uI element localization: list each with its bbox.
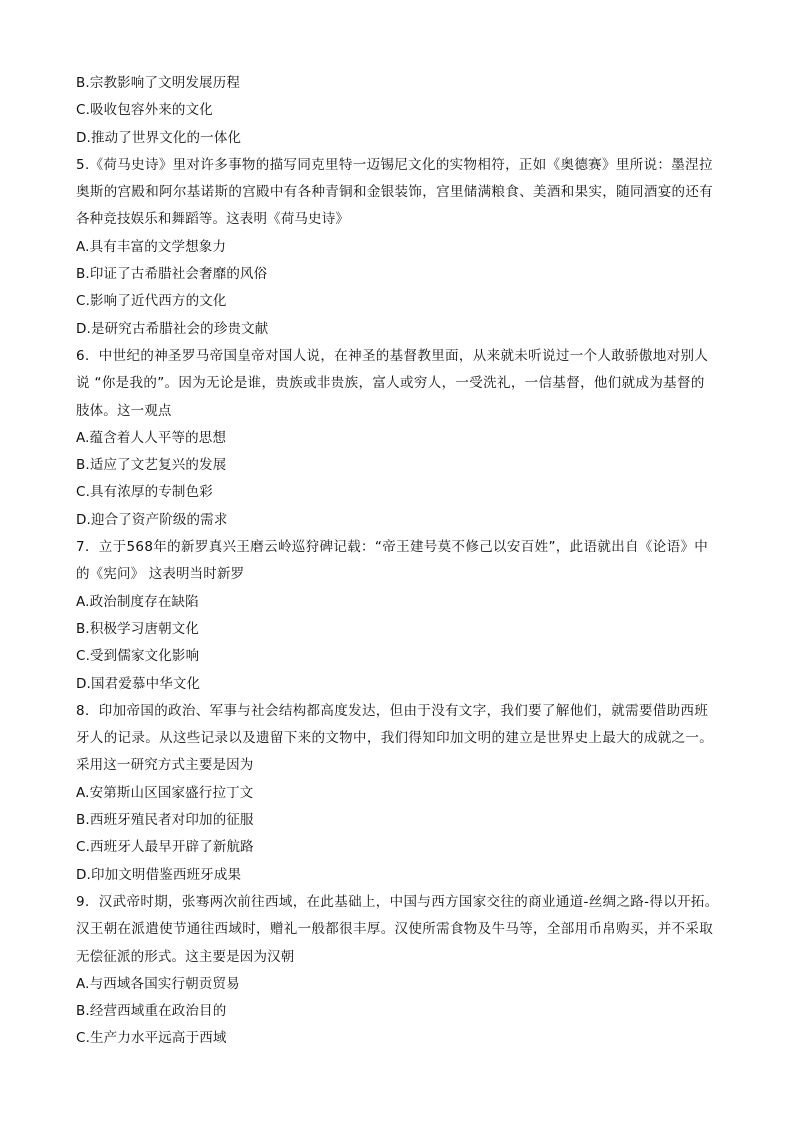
- q8-option-d: D.印加文明借鉴西班牙成果: [76, 866, 242, 883]
- exam-page: [76, 70, 726, 1053]
- q5-option-c: C.影响了近代西方的文化: [76, 293, 227, 310]
- q8-stem-line-1: 8．印加帝国的政治、军事与社会结构都高度发达，但由于没有文字，我们要了解他们，就需要借助西班: [76, 702, 709, 719]
- q9-stem-line-3: 无偿征派的形式。这主要是因为汉朝: [76, 948, 295, 965]
- q6-option-d: D.迎合了资产阶级的需求: [76, 511, 228, 528]
- q9-option-b: B.经营西域重在政治目的: [76, 1003, 227, 1020]
- q5-option-a: A.具有丰富的文学想象力: [76, 238, 227, 255]
- q4-option-b: B.宗教影响了文明发展历程: [76, 75, 241, 91]
- q7-option-c: C.受到儒家文化影响: [76, 648, 200, 665]
- q7-option-b: B.积极学习唐朝文化: [76, 620, 200, 637]
- q7-stem-line-1: 7．立于568年的新罗真兴王磨云岭巡狩碑记载：“帝王建号莫不修己以安百姓”，此语就出自《论语》中: [76, 539, 709, 556]
- q5-stem-line-1: 5.《荷马史诗》里对许多事物的描写同克里特一迈锡尼文化的实物相符，正如《奥德赛》里所说：墨涅拉: [76, 156, 713, 173]
- q6-option-b: B.适应了文艺复兴的发展: [76, 457, 227, 474]
- q4-option-d: D.推动了世界文化的一体化: [76, 129, 242, 146]
- q5-option-b: B.印证了古希腊社会奢靡的风俗: [76, 266, 268, 283]
- q9-option-a: A.与西域各国实行朝贡贸易: [76, 975, 240, 992]
- q6-stem-line-3: 肢体。这一观点: [76, 402, 172, 419]
- q6-stem-line-1: 6．中世纪的神圣罗马帝国皇帝对国人说，在神圣的基督教里面，从来就未听说过一个人敢骄傲地对别人: [76, 347, 709, 364]
- q8-stem-line-3: 采用这一研究方式主要是因为: [76, 757, 254, 774]
- q8-stem-line-2: 牙人的记录。从这些记录以及遗留下来的文物中，我们得知印加文明的建立是世界史上最大的成就之一。: [76, 730, 714, 747]
- q4-option-c: C.吸收包容外来的文化: [76, 102, 213, 119]
- q5-option-d: D.是研究古希腊社会的珍贵文献: [76, 320, 269, 337]
- q9-stem-line-2: 汉王朝在派遣使节通往西域时，赠礼一般都很丰厚。汉使所需食物及牛马等，全部用币帛购买，并不采取: [76, 921, 714, 938]
- q8-option-b: B.西班牙殖民者对印加的征服: [76, 812, 254, 829]
- q6-option-c: C.具有浓厚的专制色彩: [76, 484, 213, 501]
- q9-option-c: C.生产力水平远高于西域: [76, 1030, 227, 1047]
- q5-stem-line-2: 奥斯的宫殿和阿尔基诺斯的宫殿中有各种青铜和金银装饰，宫里储满粮食、美酒和果实，随同酒宴的还有: [76, 184, 714, 201]
- q8-option-c: C.西班牙人最早开辟了新航路: [76, 839, 254, 856]
- q6-option-a: A.蕴含着人人平等的思想: [76, 429, 227, 446]
- q6-stem-line-2: 说 “你是我的”。因为无论是谁，贵族或非贵族，富人或穷人，一受洗礼，一信基督，他们就成为基督的: [76, 375, 705, 392]
- q7-option-d: D.国君爱慕中华文化: [76, 675, 201, 692]
- q5-stem-line-3: 各种竞技娱乐和舞蹈等。这表明《荷马史诗》: [76, 211, 349, 228]
- q9-stem-line-1: 9．汉武帝时期，张骞两次前往西域，在此基础上，中国与西方国家交往的商业通道-丝绸之路-得以开拓。: [76, 893, 719, 910]
- q7-stem-line-2: 的《宪问》 这表明当时新罗: [76, 566, 245, 583]
- q7-option-a: A.政治制度存在缺陷: [76, 593, 199, 610]
- q8-option-a: A.安第斯山区国家盛行拉丁文: [76, 784, 254, 801]
